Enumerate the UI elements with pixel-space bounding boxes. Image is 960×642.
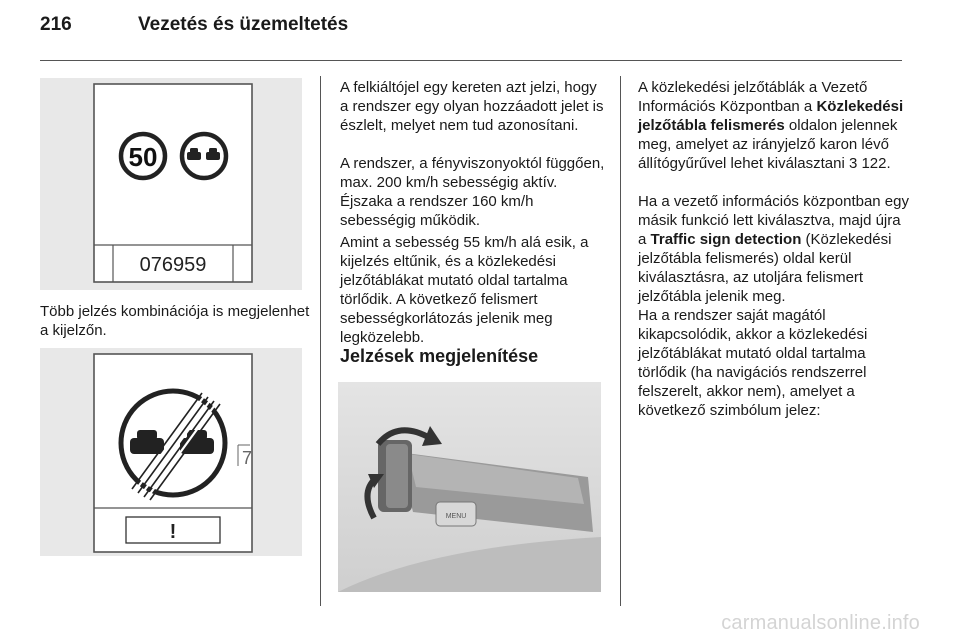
paragraph-speed-drop: Amint a sebesség 55 km/h alá esik, a kijelzés eltűnik, és a közlekedési jelzőtáblákat mutató oldal tartalma törlődik. A következő felismert sebességkorlátozás jelenik meg legközelebb. (340, 234, 589, 346)
paragraph-exclamation: A felkiáltójel egy kereten azt jelzi, hogy a rendszer egy olyan hozzáadott jelet is észlelt, melyet nem tud azonosítani. (340, 79, 604, 134)
figure-caption: Több jelzés kombinációja is megjelenhet a kijelzőn. (40, 303, 310, 339)
display-code: 076959 (139, 254, 207, 276)
no-overtaking-sign-icon (182, 134, 226, 178)
paragraph-reselection: Ha a vezető információs központban egy másik funkció lett kiválasztva, majd újra a Traffic sign detection (Közlekedési jelzőtábla felismerés) oldal kerül kiválasztásra, az utoljára felismert jelzőtábla jelenik meg. (638, 193, 909, 305)
paragraph-display-location: A közlekedési jelzőtáblák a Vezető Információs Központban a Közlekedési jelzőtábla felismerés oldalon jelennek meg, amelyet az irányjelző karon lévő állítógyűrűvel lehet kiválasztani 3 122. (638, 79, 904, 172)
column-divider-left (320, 76, 321, 606)
header-rule (40, 60, 902, 61)
figure-display-speed-limit (40, 78, 302, 290)
watermark: carmanualsonline.info (721, 612, 920, 634)
speed-limit-value: 50 (128, 142, 158, 172)
page-reference: 3 122. (848, 155, 891, 172)
paragraph-auto-off: Ha a rendszer saját magától kikapcsolódik, akkor a közlekedési jelzőtáblákat mutató oldal tartalma törlődik (ha navigációs rendszerrel felszerelt, akkor nem), amelyet a következő szimbólum jelez: (638, 307, 868, 419)
page-number: 216 (40, 14, 72, 35)
figure-display-end-restriction (40, 348, 302, 556)
section-heading: Jelzések megjelenítése (340, 346, 539, 366)
page-title: Vezetés és üzemeltetés (138, 14, 349, 35)
figure-turn-signal-stalk (338, 382, 601, 592)
paragraph-speed-range: A rendszer, a fényviszonyoktól függően, max. 200 km/h sebességig aktív. Éjszaka a rendszer 160 km/h sebességig működik. (340, 155, 605, 229)
column-divider-right (620, 76, 621, 606)
stalk-menu-label: MENU (445, 513, 467, 520)
alert-exclamation-icon: ! (169, 521, 177, 543)
figure-side-number: 7 (242, 448, 253, 468)
